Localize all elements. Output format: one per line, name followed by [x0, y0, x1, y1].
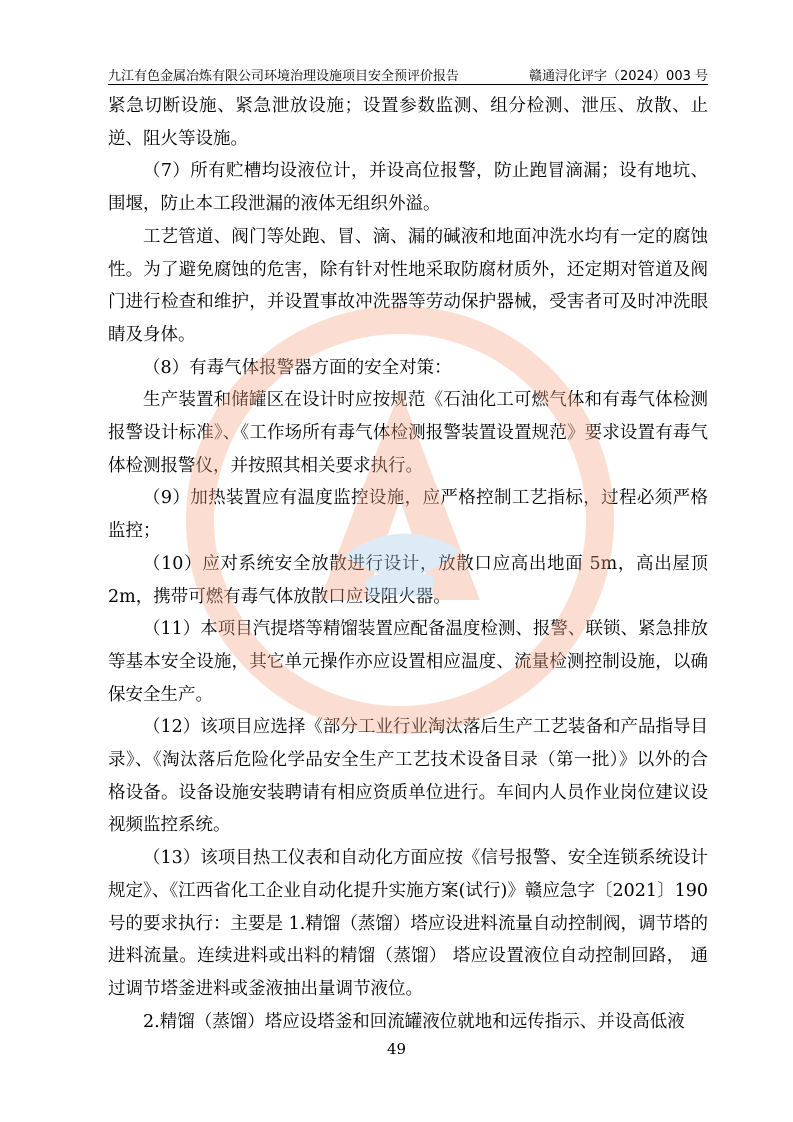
paragraph-item-13: （13）该项目热工仪表和自动化方面应按《信号报警、安全连锁系统设计规定》、《江西省化工企业自动化提升实施方案(试行)》赣应急字〔2021〕190 号的要求执行：主要是 1.精馏（蒸馏）塔应设进料流量自动控制阀，调节塔的进料流量。连续进料或出料的精馏（蒸馏） 塔应设置液位自动控制回路， 通过调节塔釜进料或釜液抽出量调节液位。: [108, 848, 708, 999]
paragraph-item-7: （7）所有贮槽均设液位计，并设高位报警，防止跑冒滴漏；设有地坑、围堰，防止本工段泄漏的液体无组织外溢。: [108, 161, 708, 215]
paragraph-item-13-2: 2.精馏（蒸馏）塔应设塔釜和回流罐液位就地和远传指示、并设高低液: [143, 1011, 685, 1032]
header-rule: [108, 84, 708, 85]
paragraph-item-10: （10）应对系统安全放散进行设计，放散口应高出地面 5m，高出屋顶 2m，携带可燃有毒气体放散口应设阻火器。: [108, 553, 708, 607]
header-report-number: 赣通浔化评字（2024）003 号: [528, 69, 708, 84]
paragraph-item-11: （11）本项目汽提塔等精馏装置应配备温度检测、报警、联锁、紧急排放等基本安全设施，其它单元操作亦应设置相应温度、流量检测控制设施，以确保安全生产。: [108, 619, 708, 705]
paragraph-gas-detection: 生产装置和储罐区在设计时应按规范《石油化工可燃气体和有毒气体检测报警设计标准》、《工作场所有毒气体检测报警装置设置规范》要求设置有毒气体检测报警仪，并按照其相关要求执行。: [108, 390, 708, 476]
paragraph-item-12: （12）该项目应选择《部分工业行业淘汰落后生产工艺装备和产品指导目录》、《淘汰落后危险化学品安全生产工艺技术设备目录（第一批）》以外的合格设备。设备设施安装聘请有相应资质单位进行。车间内人员作业岗位建议设视频监控系统。: [108, 717, 708, 836]
body-text: [108, 90, 708, 1038]
paragraph-continuation: 紧急切断设施、紧急泄放设施；设置参数监测、组分检测、泄压、放散、止逆、阻火等设施。: [108, 96, 708, 149]
paragraph-item-8: （8）有毒气体报警器方面的安全对策：: [143, 357, 452, 378]
page-number: 49: [386, 1040, 407, 1058]
running-header: [108, 62, 708, 82]
paragraph-corrosion: 工艺管道、阀门等处跑、冒、滴、漏的碱液和地面冲洗水均有一定的腐蚀性。为了避免腐蚀的危害，除有针对性地采取防腐材质外，还定期对管道及阀门进行检查和维护，并设置事故冲洗器等劳动保护器械，受害者可及时冲洗眼睛及身体。: [108, 226, 708, 345]
header-title: 九江有色金属冶炼有限公司环境治理设施项目安全预评价报告: [108, 69, 460, 84]
paragraph-item-9: （9）加热装置应有温度监控设施，应严格控制工艺指标，过程必须严格监控；: [108, 488, 708, 542]
